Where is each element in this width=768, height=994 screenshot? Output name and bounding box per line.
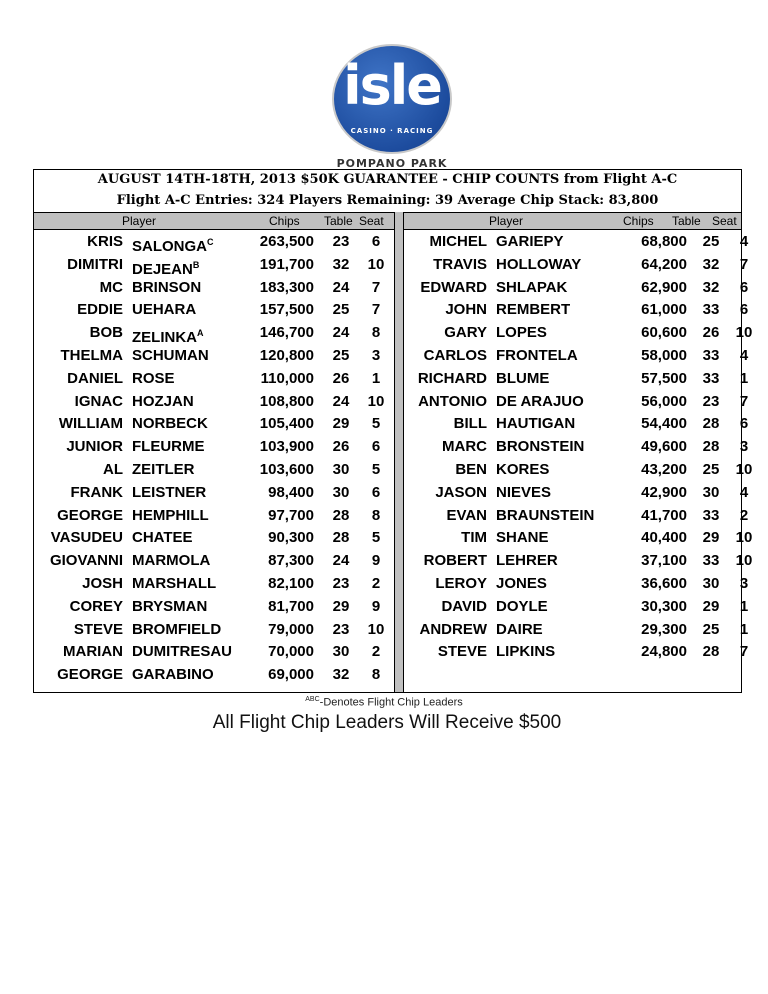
- player-row: [34, 232, 394, 255]
- player-last-name: [496, 528, 549, 548]
- chip-count: 90,300: [268, 529, 314, 546]
- table-number: 28: [702, 643, 720, 660]
- col-seat-left: Seat: [359, 214, 384, 228]
- player-row: [406, 597, 766, 617]
- logo-place: POMPANO PARK: [336, 157, 448, 170]
- chip-count: 157,500: [259, 301, 314, 318]
- player-last-name-text: LEHRER: [496, 552, 558, 569]
- chip-count: 98,400: [268, 484, 314, 501]
- seat-number: 4: [739, 347, 749, 364]
- chip-count: 24,800: [641, 643, 687, 660]
- player-last-name-text: BRAUNSTEIN: [496, 507, 595, 524]
- player-first-name: JUNIOR: [66, 438, 123, 455]
- player-last-name: [132, 414, 208, 434]
- player-last-name-text: NORBECK: [132, 415, 208, 432]
- legend-text: -Denotes Flight Chip Leaders: [319, 696, 463, 709]
- player-first-name: IGNAC: [74, 393, 123, 410]
- seat-number: 10: [735, 461, 753, 478]
- player-last-name: [132, 506, 209, 526]
- seat-number: 3: [371, 347, 381, 364]
- chip-count: 57,500: [641, 370, 687, 387]
- seat-number: 3: [739, 575, 749, 592]
- player-last-name-text: LOPES: [496, 324, 547, 341]
- player-last-name-text: ZELINKA: [132, 329, 197, 346]
- player-last-name-text: REMBERT: [496, 301, 571, 318]
- chip-count: 36,600: [641, 575, 687, 592]
- player-row: [34, 369, 394, 389]
- chip-count: 103,900: [259, 438, 314, 455]
- seat-number: 1: [739, 370, 749, 387]
- table-number: 24: [332, 279, 350, 296]
- table-number: 24: [332, 324, 350, 341]
- player-last-name: [132, 392, 194, 412]
- seat-number: 9: [371, 598, 381, 615]
- table-number: 30: [332, 643, 350, 660]
- player-last-name-text: KORES: [496, 461, 550, 478]
- player-first-name: MICHEL: [429, 233, 487, 250]
- table-number: 25: [332, 301, 350, 318]
- seat-number: 6: [739, 301, 749, 318]
- chip-count: 61,000: [641, 301, 687, 318]
- player-first-name: JASON: [435, 484, 487, 501]
- chip-count: 183,300: [259, 279, 314, 296]
- col-chips-right: Chips: [623, 214, 654, 228]
- player-last-name: [132, 300, 196, 320]
- player-last-name: [132, 255, 199, 280]
- seat-number: 7: [739, 393, 749, 410]
- player-row: [406, 278, 766, 298]
- player-first-name: GIOVANNI: [49, 552, 123, 569]
- player-last-name: [496, 460, 549, 480]
- player-first-name: GEORGE: [57, 507, 123, 524]
- player-last-name-text: GARABINO: [132, 666, 214, 683]
- player-last-name: [496, 278, 567, 298]
- table-number: 33: [702, 347, 720, 364]
- seat-number: 5: [371, 461, 381, 478]
- seat-number: 2: [371, 643, 381, 660]
- player-last-name-text: DE ARAJUO: [496, 393, 584, 410]
- player-row: [406, 346, 766, 366]
- player-last-name-text: FLEURME: [132, 438, 205, 455]
- player-last-name-text: GARIEPY: [496, 233, 564, 250]
- chip-count: 82,100: [268, 575, 314, 592]
- seat-number: 7: [371, 301, 381, 318]
- player-last-name: [496, 323, 547, 343]
- player-last-name-text: HOLLOWAY: [496, 256, 582, 273]
- prize-note: All Flight Chip Leaders Will Receive $500: [212, 712, 562, 733]
- player-row: [406, 460, 766, 480]
- table-number: 32: [702, 279, 720, 296]
- player-row: [406, 392, 766, 412]
- seat-number: 10: [735, 529, 753, 546]
- seat-number: 10: [367, 621, 385, 638]
- player-row: [34, 460, 394, 480]
- seat-number: 1: [739, 621, 749, 638]
- isle-casino-logo: [330, 44, 456, 174]
- seat-number: 10: [735, 552, 753, 569]
- player-last-name-text: DUMITRESAU: [132, 643, 232, 660]
- player-row: [34, 278, 394, 298]
- seat-number: 6: [739, 415, 749, 432]
- col-chips-left: Chips: [269, 214, 300, 228]
- player-last-name: [496, 232, 564, 252]
- player-last-name-text: ROSE: [132, 370, 175, 387]
- chip-count: 103,600: [259, 461, 314, 478]
- chip-count: 120,800: [259, 347, 314, 364]
- player-last-name: [132, 528, 193, 548]
- player-last-name-text: FRONTELA: [496, 347, 578, 364]
- player-first-name: ANTONIO: [418, 393, 487, 410]
- player-row: [406, 642, 766, 662]
- logo-subtitle: CASINO · RACING: [350, 127, 434, 135]
- player-last-name-text: NIEVES: [496, 484, 552, 501]
- table-number: 32: [332, 256, 350, 273]
- table-number: 29: [332, 415, 350, 432]
- player-first-name: ANDREW: [419, 621, 487, 638]
- player-first-name: GEORGE: [57, 666, 123, 683]
- player-row: [34, 574, 394, 594]
- chip-count: 60,600: [641, 324, 687, 341]
- player-last-name-text: SALONGA: [132, 238, 207, 255]
- player-last-name: [132, 437, 205, 457]
- seat-number: 10: [367, 256, 385, 273]
- seat-number: 1: [371, 370, 381, 387]
- player-last-name-text: DEJEAN: [132, 261, 193, 278]
- table-number: 25: [702, 621, 720, 638]
- player-last-name-text: BRYSMAN: [132, 598, 208, 615]
- player-last-name: [496, 620, 543, 640]
- player-last-name: [132, 642, 232, 662]
- player-first-name: GARY: [444, 324, 487, 341]
- col-player-right: Player: [489, 214, 524, 228]
- player-first-name: TIM: [461, 529, 487, 546]
- chip-count: 62,900: [641, 279, 687, 296]
- player-last-name: [132, 483, 206, 503]
- table-number: 26: [702, 324, 720, 341]
- player-last-name-text: CHATEE: [132, 529, 193, 546]
- chip-count: 191,700: [259, 256, 314, 273]
- player-first-name: MARIAN: [63, 643, 123, 660]
- player-row: [406, 506, 766, 526]
- player-last-name-text: HOZJAN: [132, 393, 194, 410]
- player-row: [34, 323, 394, 346]
- player-first-name: MC: [99, 279, 123, 296]
- col-seat-right: Seat: [712, 214, 737, 228]
- player-last-name-text: SHANE: [496, 529, 549, 546]
- player-last-name: [496, 437, 584, 457]
- entries-summary: Flight A-C Entries: 324 Players Remaining: 39 Average Chip Stack: 83,800: [116, 193, 659, 208]
- chip-leader-mark: C: [207, 237, 214, 247]
- player-row: [34, 483, 394, 503]
- player-first-name: DIMITRI: [67, 256, 123, 273]
- player-last-name: [496, 414, 575, 434]
- player-last-name-text: SHLAPAK: [496, 279, 568, 296]
- table-number: 26: [332, 438, 350, 455]
- player-last-name: [132, 232, 214, 257]
- chip-count: 49,600: [641, 438, 687, 455]
- chip-count: 54,400: [641, 415, 687, 432]
- chip-count: 97,700: [268, 507, 314, 524]
- col-player-left: Player: [122, 214, 157, 228]
- player-last-name-text: MARSHALL: [132, 575, 217, 592]
- seat-number: 9: [371, 552, 381, 569]
- table-number: 28: [332, 529, 350, 546]
- player-first-name: BOB: [89, 324, 123, 341]
- player-first-name: EDWARD: [420, 279, 487, 296]
- chip-count: 41,700: [641, 507, 687, 524]
- table-number: 24: [332, 393, 350, 410]
- player-last-name: [132, 346, 209, 366]
- chip-count: 64,200: [641, 256, 687, 273]
- player-first-name: WILLIAM: [58, 415, 123, 432]
- table-number: 28: [702, 438, 720, 455]
- player-last-name: [496, 392, 584, 412]
- player-first-name: FRANK: [70, 484, 123, 501]
- player-row: [406, 620, 766, 640]
- table-number: 28: [702, 415, 720, 432]
- chip-leader-mark: A: [197, 328, 204, 338]
- chip-count: 79,000: [268, 621, 314, 638]
- chip-count: 29,300: [641, 621, 687, 638]
- table-number: 33: [702, 507, 720, 524]
- player-last-name: [132, 665, 214, 685]
- table-number: 26: [332, 370, 350, 387]
- player-row: [406, 323, 766, 343]
- player-first-name: RICHARD: [417, 370, 487, 387]
- player-row: [34, 551, 394, 571]
- player-first-name: DAVID: [441, 598, 487, 615]
- player-last-name: [496, 574, 547, 594]
- seat-number: 6: [371, 233, 381, 250]
- col-table-left: Table: [324, 214, 353, 228]
- chip-count: 263,500: [259, 233, 314, 250]
- table-number: 29: [332, 598, 350, 615]
- player-first-name: TRAVIS: [433, 256, 487, 273]
- player-first-name: KRIS: [87, 233, 123, 250]
- player-last-name-text: BROMFIELD: [132, 621, 222, 638]
- chip-count: 37,100: [641, 552, 687, 569]
- player-row: [34, 665, 394, 685]
- seat-number: 8: [371, 324, 381, 341]
- chip-count: 42,900: [641, 484, 687, 501]
- player-last-name: [496, 551, 558, 571]
- table-number: 32: [332, 666, 350, 683]
- player-row: [34, 346, 394, 366]
- logo-word: isle: [343, 54, 441, 117]
- table-number: 28: [332, 507, 350, 524]
- player-row: [406, 232, 766, 252]
- column-divider: [394, 212, 404, 692]
- column-header-bar: [34, 212, 741, 230]
- player-last-name-text: SCHUMAN: [132, 347, 209, 364]
- player-last-name-text: DAIRE: [496, 621, 543, 638]
- chip-count: 105,400: [259, 415, 314, 432]
- chip-count-table: [33, 169, 753, 693]
- chip-count: 68,800: [641, 233, 687, 250]
- table-number: 25: [702, 233, 720, 250]
- table-number: 32: [702, 256, 720, 273]
- player-last-name: [496, 597, 548, 617]
- table-number: 24: [332, 552, 350, 569]
- player-last-name-text: BRONSTEIN: [496, 438, 585, 455]
- player-first-name: AL: [103, 461, 123, 478]
- chip-count: 146,700: [259, 324, 314, 341]
- chip-count: 87,300: [268, 552, 314, 569]
- player-first-name: STEVE: [437, 643, 487, 660]
- player-row: [34, 437, 394, 457]
- player-last-name: [132, 278, 201, 298]
- player-last-name-text: ZEITLER: [132, 461, 195, 478]
- seat-number: 2: [739, 507, 749, 524]
- player-row: [406, 483, 766, 503]
- col-table-right: Table: [672, 214, 701, 228]
- player-first-name: CARLOS: [423, 347, 487, 364]
- seat-number: 5: [371, 415, 381, 432]
- player-last-name-text: HEMPHILL: [132, 507, 209, 524]
- player-row: [34, 528, 394, 548]
- seat-number: 1: [739, 598, 749, 615]
- player-row: [406, 551, 766, 571]
- player-first-name: BEN: [455, 461, 487, 478]
- player-row: [34, 392, 394, 412]
- player-last-name-text: LIPKINS: [496, 643, 556, 660]
- chip-count: 58,000: [641, 347, 687, 364]
- player-last-name: [132, 551, 210, 571]
- player-row: [34, 642, 394, 662]
- table-number: 33: [702, 370, 720, 387]
- player-last-name: [496, 300, 570, 320]
- player-last-name: [132, 597, 207, 617]
- player-first-name: THELMA: [60, 347, 123, 364]
- table-number: 30: [702, 575, 720, 592]
- player-row: [34, 255, 394, 278]
- player-first-name: STEVE: [73, 621, 123, 638]
- player-last-name-text: JONES: [496, 575, 547, 592]
- player-first-name: EDDIE: [77, 301, 123, 318]
- player-last-name-text: MARMOLA: [132, 552, 211, 569]
- player-last-name-text: BRINSON: [132, 279, 202, 296]
- seat-number: 8: [371, 507, 381, 524]
- seat-number: 4: [739, 484, 749, 501]
- seat-number: 8: [371, 666, 381, 683]
- event-header: AUGUST 14TH-18TH, 2013 $50K GUARANTEE - CHIP COUNTS from Flight A-C: [97, 172, 678, 187]
- player-row: [406, 437, 766, 457]
- player-row: [34, 506, 394, 526]
- player-last-name-text: BLUME: [496, 370, 550, 387]
- player-row: [34, 414, 394, 434]
- player-row: [406, 369, 766, 389]
- player-first-name: JOSH: [82, 575, 123, 592]
- table-number: 23: [702, 393, 720, 410]
- player-last-name: [496, 642, 555, 662]
- seat-number: 2: [371, 575, 381, 592]
- chip-count: 56,000: [641, 393, 687, 410]
- table-number: 30: [332, 484, 350, 501]
- player-last-name: [132, 460, 195, 480]
- chip-count: 43,200: [641, 461, 687, 478]
- table-number: 33: [702, 552, 720, 569]
- player-last-name-text: UEHARA: [132, 301, 197, 318]
- player-row: [34, 620, 394, 640]
- player-first-name: EVAN: [446, 507, 487, 524]
- player-row: [34, 597, 394, 617]
- chip-count: 108,800: [259, 393, 314, 410]
- chip-count: 40,400: [641, 529, 687, 546]
- seat-number: 7: [371, 279, 381, 296]
- player-last-name: [496, 506, 594, 526]
- player-row: [406, 528, 766, 548]
- seat-number: 4: [739, 233, 749, 250]
- table-number: 23: [332, 575, 350, 592]
- chip-count: 110,000: [260, 370, 314, 387]
- player-last-name: [496, 346, 578, 366]
- chip-count: 69,000: [268, 666, 314, 683]
- seat-number: 7: [739, 256, 749, 273]
- table-number: 33: [702, 301, 720, 318]
- chip-count: 70,000: [268, 643, 314, 660]
- chip-leader-mark: B: [192, 260, 200, 270]
- player-first-name: BILL: [453, 415, 487, 432]
- player-first-name: DANIEL: [67, 370, 123, 387]
- seat-number: 10: [367, 393, 385, 410]
- player-last-name: [496, 255, 581, 275]
- player-last-name: [132, 369, 175, 389]
- player-last-name: [132, 323, 204, 348]
- chip-count: 30,300: [641, 598, 687, 615]
- player-row: [406, 574, 766, 594]
- seat-number: 10: [735, 324, 753, 341]
- table-number: 29: [702, 598, 720, 615]
- player-last-name-text: LEISTNER: [132, 484, 207, 501]
- table-number: 30: [332, 461, 350, 478]
- player-first-name: VASUDEU: [50, 529, 123, 546]
- table-number: 25: [702, 461, 720, 478]
- legend-marks: ABC: [305, 696, 320, 703]
- player-first-name: ROBERT: [423, 552, 487, 569]
- player-row: [406, 414, 766, 434]
- player-last-name: [496, 483, 551, 503]
- chip-count: 81,700: [268, 598, 314, 615]
- seat-number: 6: [371, 438, 381, 455]
- player-last-name-text: DOYLE: [496, 598, 548, 615]
- seat-number: 3: [739, 438, 749, 455]
- table-number: 30: [702, 484, 720, 501]
- seat-number: 5: [371, 529, 381, 546]
- player-first-name: LEROY: [435, 575, 487, 592]
- player-row: [406, 300, 766, 320]
- table-number: 25: [332, 347, 350, 364]
- player-last-name-text: HAUTIGAN: [496, 415, 576, 432]
- table-number: 29: [702, 529, 720, 546]
- player-last-name: [132, 620, 221, 640]
- player-first-name: JOHN: [445, 301, 487, 318]
- seat-number: 6: [739, 279, 749, 296]
- player-first-name: MARC: [442, 438, 487, 455]
- seat-number: 7: [739, 643, 749, 660]
- player-last-name: [132, 574, 216, 594]
- player-first-name: COREY: [69, 598, 123, 615]
- player-last-name: [496, 369, 549, 389]
- table-number: 23: [332, 621, 350, 638]
- seat-number: 6: [371, 484, 381, 501]
- chip-leader-legend: [0, 696, 768, 709]
- player-row: [34, 300, 394, 320]
- player-row: [406, 255, 766, 275]
- table-number: 23: [332, 233, 350, 250]
